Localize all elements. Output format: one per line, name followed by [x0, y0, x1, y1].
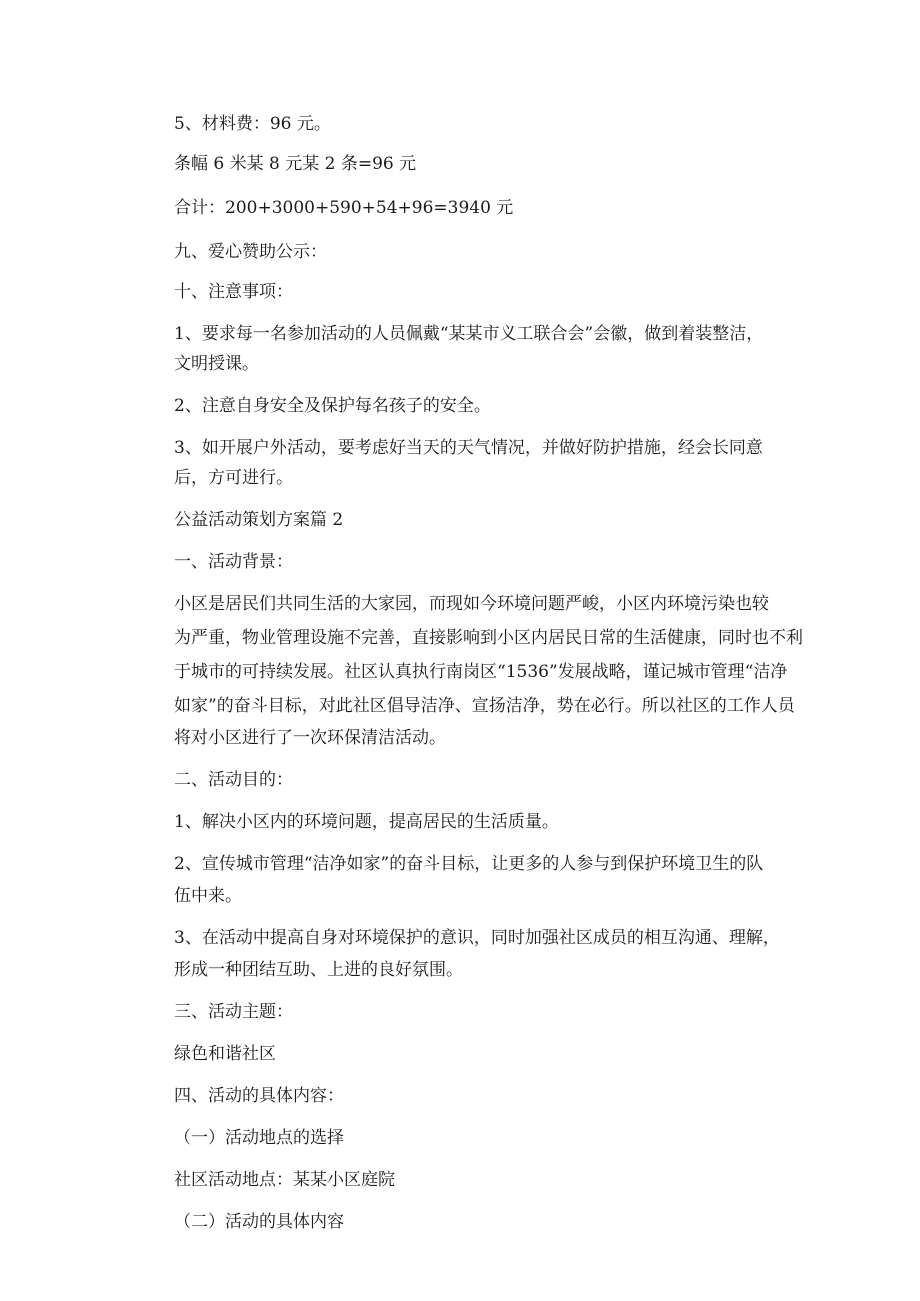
text-line: 形成一种团结互助、上进的良好氛围。 [174, 960, 463, 980]
section-heading: 九、爱心赞助公示： [174, 242, 327, 262]
text-line: 伍中来。 [174, 886, 242, 906]
section-heading: 四、活动的具体内容： [174, 1086, 344, 1106]
article-title: 公益活动策划方案篇 2 [174, 510, 344, 530]
text-line: 绿色和谐社区 [174, 1044, 276, 1064]
text-line: 文明授课。 [174, 354, 259, 374]
text-line: 后，方可进行。 [174, 468, 293, 488]
section-heading: 三、活动主题： [174, 1002, 293, 1022]
section-heading: 十、注意事项： [174, 282, 293, 302]
text-line: 于城市的可持续发展。社区认真执行南岗区“1536”发展战略，谨记城市管理“洁净 [174, 662, 788, 682]
text-line: 如家”的奋斗目标，对此社区倡导洁净、宣扬洁净，势在必行。所以社区的工作人员 [174, 696, 795, 716]
text-line: 2、宣传城市管理“洁净如家”的奋斗目标，让更多的人参与到保护环境卫生的队 [174, 854, 764, 874]
section-heading: 一、活动背景： [174, 552, 293, 572]
text-line: 合计：200+3000+590+54+96=3940 元 [174, 198, 514, 218]
text-line: 1、解决小区内的环境问题，提高居民的生活质量。 [174, 812, 559, 832]
text-line: 社区活动地点：某某小区庭院 [174, 1170, 395, 1190]
text-line: 1、要求每一名参加活动的人员佩戴“某某市义工联合会”会徽，做到着装整洁， [174, 324, 764, 344]
text-line: 将对小区进行了一次环保清洁活动。 [174, 728, 446, 748]
subsection-heading: （一）活动地点的选择 [174, 1128, 344, 1148]
text-line: 3、在活动中提高自身对环境保护的意识，同时加强社区成员的相互沟通、理解， [174, 928, 780, 948]
text-line: 为严重，物业管理设施不完善，直接影响到小区内居民日常的生活健康，同时也不利 [174, 628, 803, 648]
text-line: 小区是居民们共同生活的大家园，而现如今环境问题严峻，小区内环境污染也较 [174, 594, 769, 614]
text-line: 3、如开展户外活动，要考虑好当天的天气情况，并做好防护措施，经会长同意 [174, 438, 763, 458]
text-line: 5、材料费：96 元。 [174, 114, 331, 134]
section-heading: 二、活动目的： [174, 770, 293, 790]
text-line: 条幅 6 米某 8 元某 2 条=96 元 [174, 154, 417, 174]
text-line: 2、注意自身安全及保护每名孩子的安全。 [174, 396, 491, 416]
subsection-heading: （二）活动的具体内容 [174, 1212, 344, 1232]
